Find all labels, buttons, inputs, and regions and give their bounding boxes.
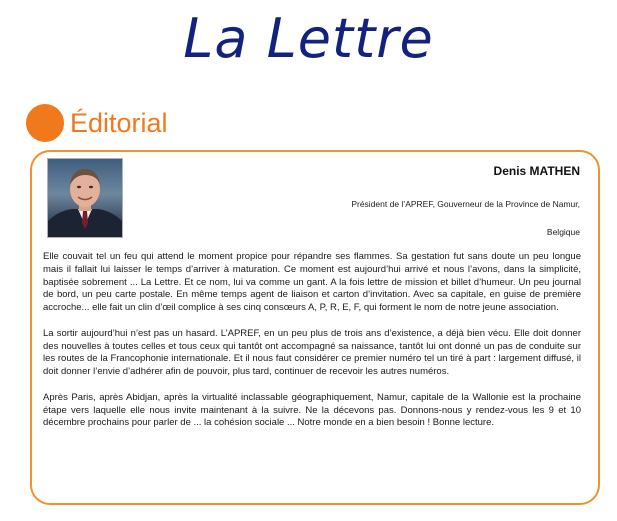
editorial-paragraph: Elle couvait tel un feu qui attend le moment propice pour répandre ses flammes. Sa gestation fut sans doute un peu longue mais il fallait lui laisser le temps d’arriver à maturation. Ce moment est aujourd’hui arrivé et nous l’avons, dans la simplicité, baptisée sobrement ... La Lettre. Et ce nom, lui va comme un gant. A la fois lettre de mission et billet d’humeur. Un peu journal de bord, un peu carte postale. En même temps agent de liaison et carton d’invitation. Avec sa capitale, en guise de première accroche... elle fait un clin d’œil complice à ses cinq consœurs A, P, R, E, F, qui forment le nom de notre jeune association.: [43, 251, 581, 314]
author-role: [300, 190, 580, 246]
editorial-body: [43, 251, 581, 443]
editorial-paragraph: Après Paris, après Abidjan, après la virtualité inclassable géographiquement, Namur, capitale de la Wallonie est la prochaine étape vers laquelle elle nous invite maintenant à la suivre. Ne la décevons pas. Donnons-nous y rendez-vous les 9 et 10 décembre prochains pour parler de ... la cohésion sociale ... Notre monde en a bien besoin ! Bonne lecture.: [43, 391, 581, 429]
editorial-paragraph: La sortir aujourd’hui n’est pas un hasard. L’APREF, en un peu plus de trois ans d’existence, a déjà bien vécu. Elle doit donner des nouvelles à toutes celles et tous ceux qui tantôt ont accompagné sa naissance, tantôt lui ont donné un pas de conduite sur les routes de la Francophonie internationale. Et il nous faut considérer ce premier numéro tel un tiré à part : largement diffusé, il doit donner l’envie d’adhérer afin de pouvoir, plus tard, continuer de recevoir les autres numéros.: [43, 327, 581, 378]
author-role-line: Président de l’APREF, Gouverneur de la Province de Namur,: [351, 199, 580, 209]
orange-bullet-icon: [26, 104, 64, 142]
masthead-title: La Lettre: [183, 7, 434, 70]
section-title: Éditorial: [70, 108, 168, 138]
author-portrait: [47, 158, 123, 238]
author-country-line: Belgique: [546, 227, 580, 237]
author-name: Denis MATHEN: [493, 164, 580, 178]
section-header: [26, 104, 168, 142]
